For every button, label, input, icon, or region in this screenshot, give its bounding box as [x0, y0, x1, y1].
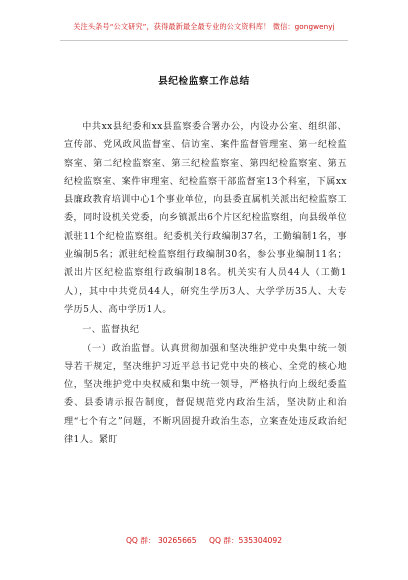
header-divider: [60, 40, 348, 41]
paragraph-political-supervision: （一）政治监督。认真贯彻加强和坚决维护党中央集中统一领导若干规定，坚决维护习近平总书记党中央的核心、全党的核心地位，坚决维护党中央权威和集中统一领导，严格执行向上级纪委监委、县委请示报告制度，督促规范党内政治生活，坚决防止和治理“七个有之”问题，不断巩固提升政治生态，立案查处违反政治纪律1人。紧盯: [64, 343, 347, 446]
footer-qq-group-2: QQ 群：535304092: [209, 536, 283, 545]
footer-qq-group-1: QQ 群： 30265665: [125, 536, 197, 545]
header-banner: 关注头条号“公文研究”，获得最新最全最专业的公文资料库！ 微信：gongwenyj: [73, 22, 335, 31]
paragraph-intro: 中共xx县纪委和xx县监察委合署办公，内设办公室、组织部、宣传部、党风政风监督室、信访室、案件监督管理室、第一纪检监察室、第二纪检监察室、第三纪检监察室、第四纪检监察室、第五纪检监察室、案件审理室、纪检监察干部监督室13个科室，下属xx县廉政教育培训中心1个事业单位，向县委直属机关派出纪检监察工委，同时设机关党委，向乡镇派出6个片区纪检监察组，向县级单位派驻11个纪检监察组。纪委机关行政编制37名，工勤编制1名，事业编制5名；派驻纪检监察组行政编制30名，参公事业编制11名；派出片区纪检监察组行政编制18名。机关实有人员44人（工勤1人），其中中共党员44人，研究生学历3人、大学学历35人、大专学历5人、高中学历1人。: [64, 122, 348, 315]
document-title: 县纪检监察工作总结: [158, 76, 250, 87]
section-heading: 一、监督执纪: [82, 325, 140, 336]
document-body: [64, 118, 347, 449]
footer-contact: [0, 535, 408, 546]
